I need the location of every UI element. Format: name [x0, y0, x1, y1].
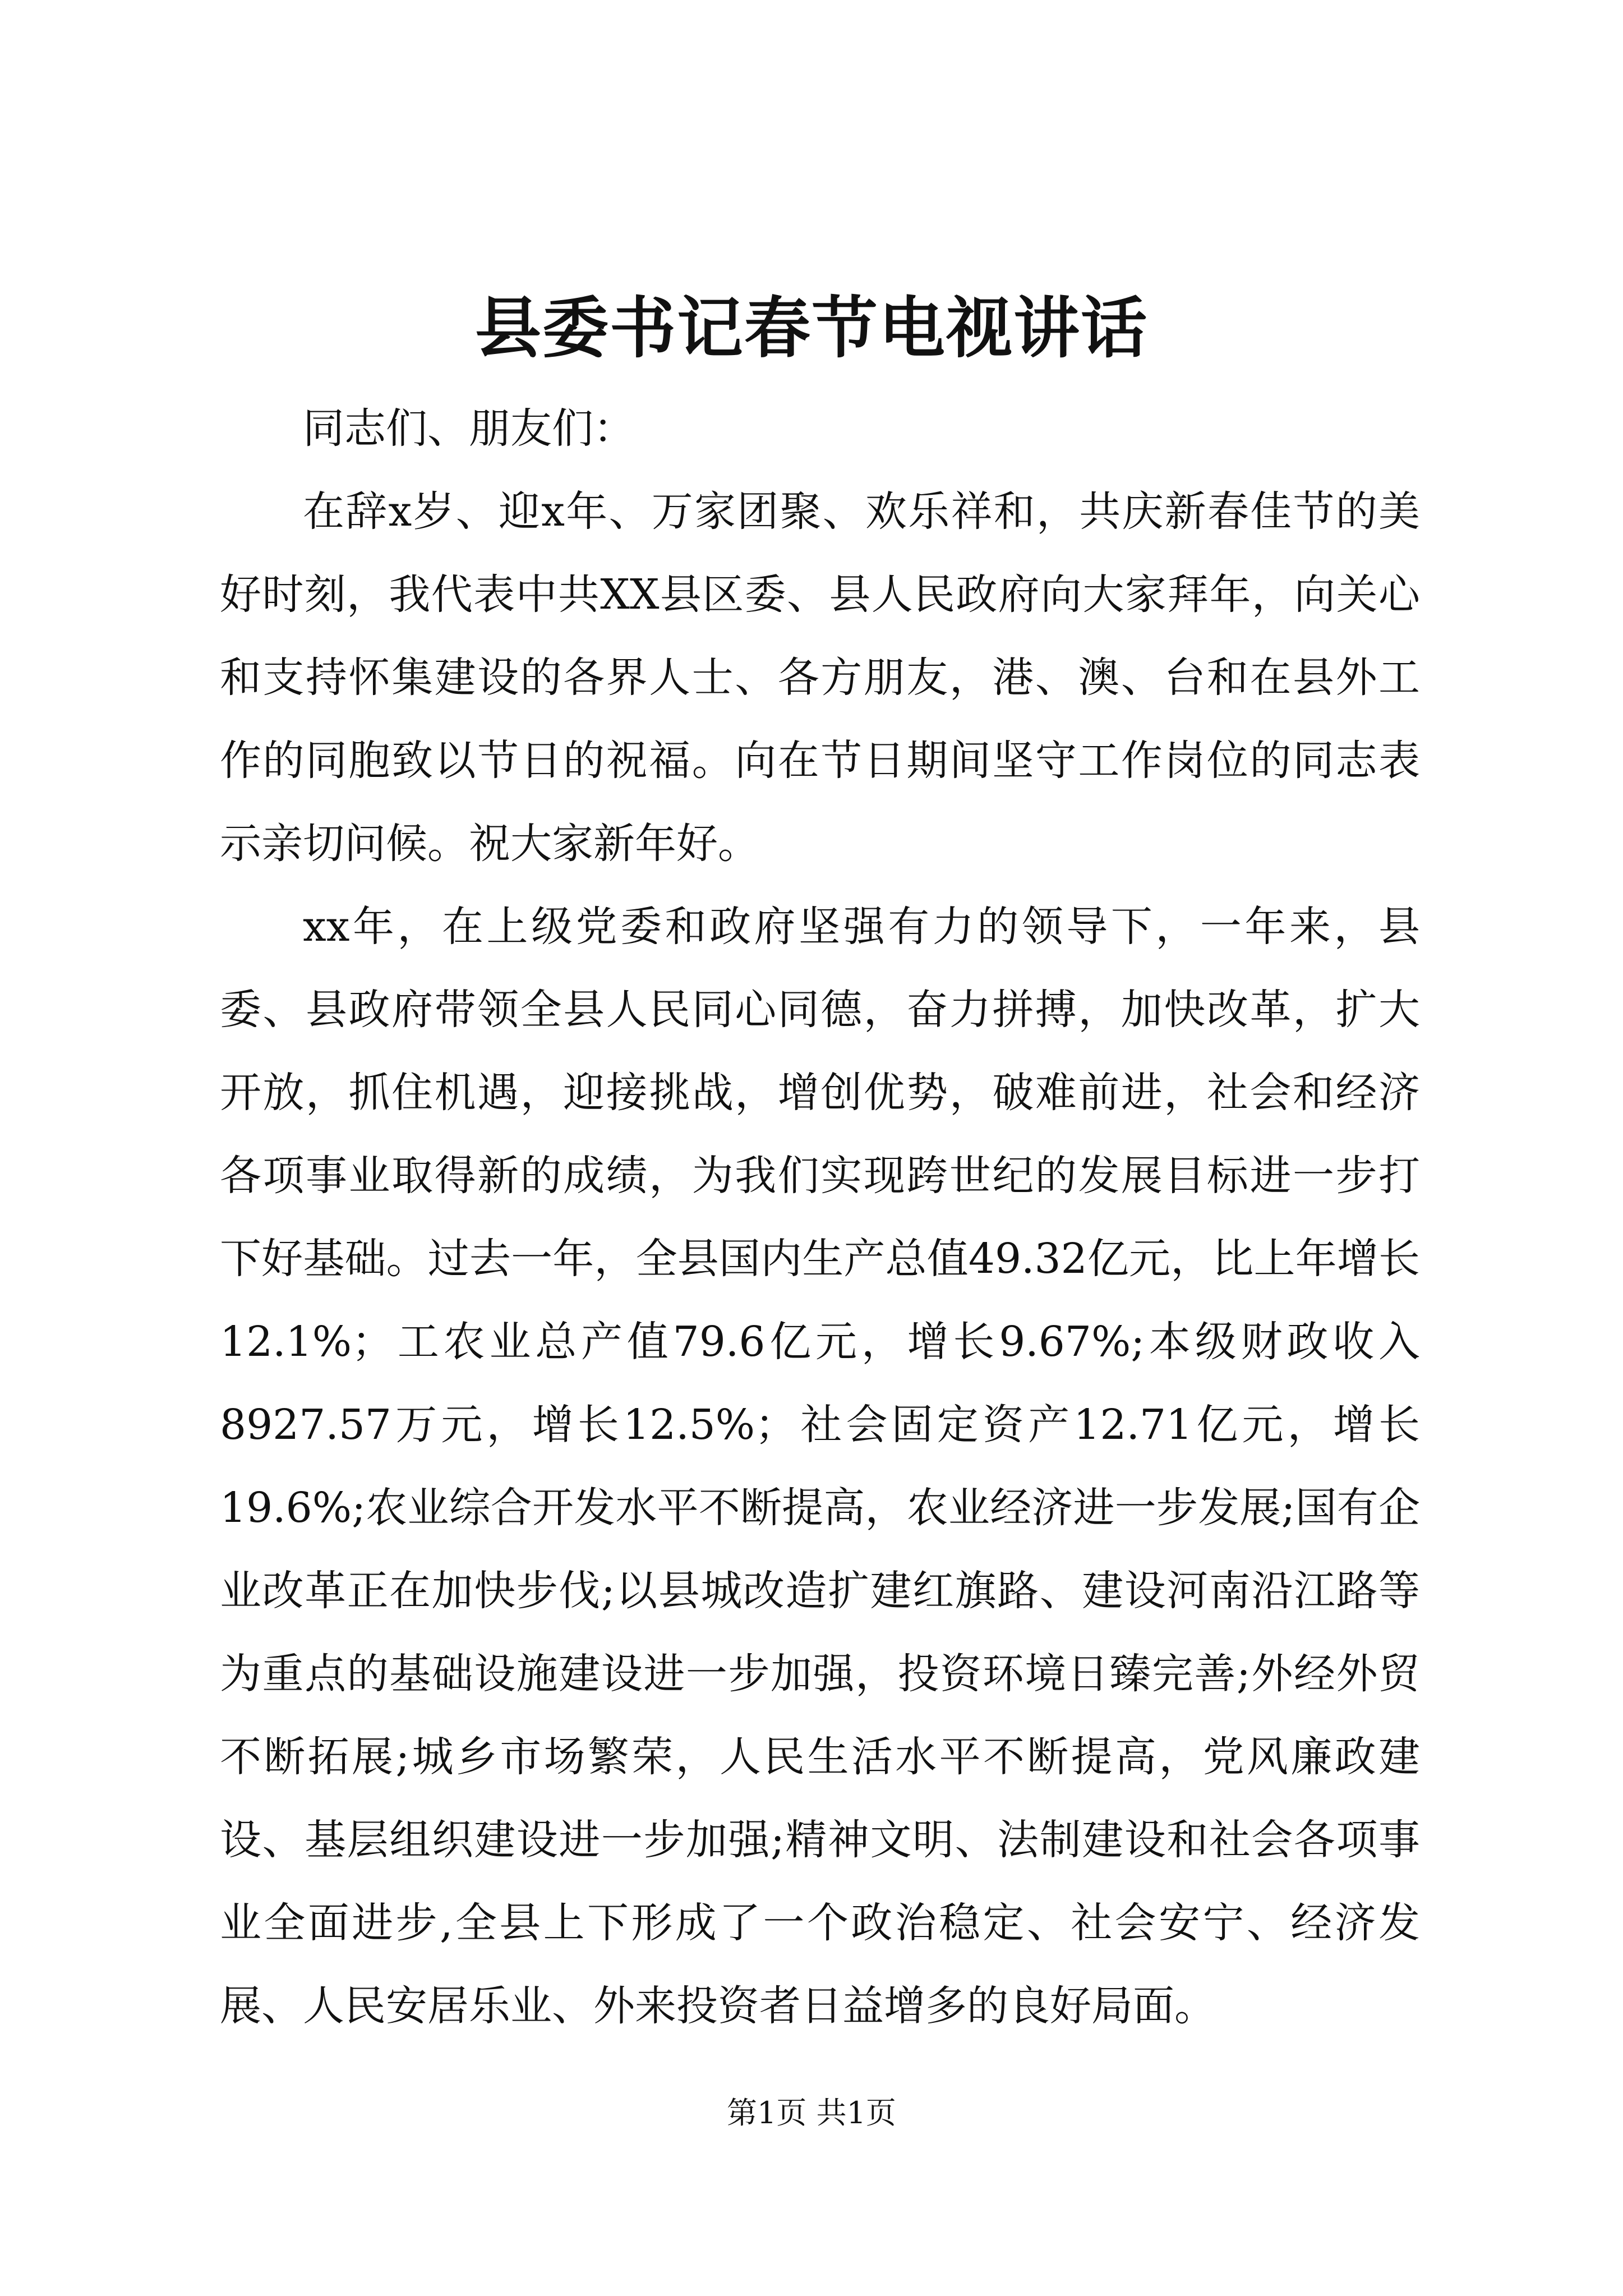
- document-title: 县委书记春节电视讲话: [474, 289, 1148, 367]
- document-body: [220, 387, 1420, 2047]
- body-paragraph: 在辞x岁、迎x年、万家团聚、欢乐祥和，共庆新春佳节的美好时刻，我代表中共XX县区委、县人民政府向大家拜年，向关心和支持怀集建设的各界人士、各方朋友，港、澳、台和在县外工作的同胞致以节日的祝福。向在节日期间坚守工作岗位的同志表示亲切问候。祝大家新年好。: [220, 487, 1420, 868]
- body-paragraph: xx年，在上级党委和政府坚强有力的领导下，一年来，县委、县政府带领全县人民同心同德，奋力拼搏，加快改革，扩大开放，抓住机遇，迎接挑战，增创优势，破难前进，社会和经济各项事业取得新的成绩，为我们实现跨世纪的发展目标进一步打下好基础。过去一年，全县国内生产总值49.32亿元，比上年增长12.1%；工农业总产值79.6亿元，增长9.67%;本级财政收入8927.57万元，增长12.5%；社会固定资产12.71亿元，增长19.6%;农业综合开发水平不断提高，农业经济进一步发展;国有企业改革正在加快步伐;以县城改造扩建红旗路、建设河南沿江路等为重点的基础设施建设进一步加强，投资环境日臻完善;外经外贸不断拓展;城乡市场繁荣，人民生活水平不断提高，党风廉政建设、基层组织建设进一步加强;精神文明、法制建设和社会各项事业全面进步,全县上下形成了一个政治稳定、社会安宁、经济发展、人民安居乐业、外来投资者日益增多的良好局面。: [220, 903, 1420, 2030]
- page-number-footer: 第1页 共1页: [727, 2095, 896, 2131]
- salutation-paragraph: 同志们、朋友们：: [303, 404, 635, 453]
